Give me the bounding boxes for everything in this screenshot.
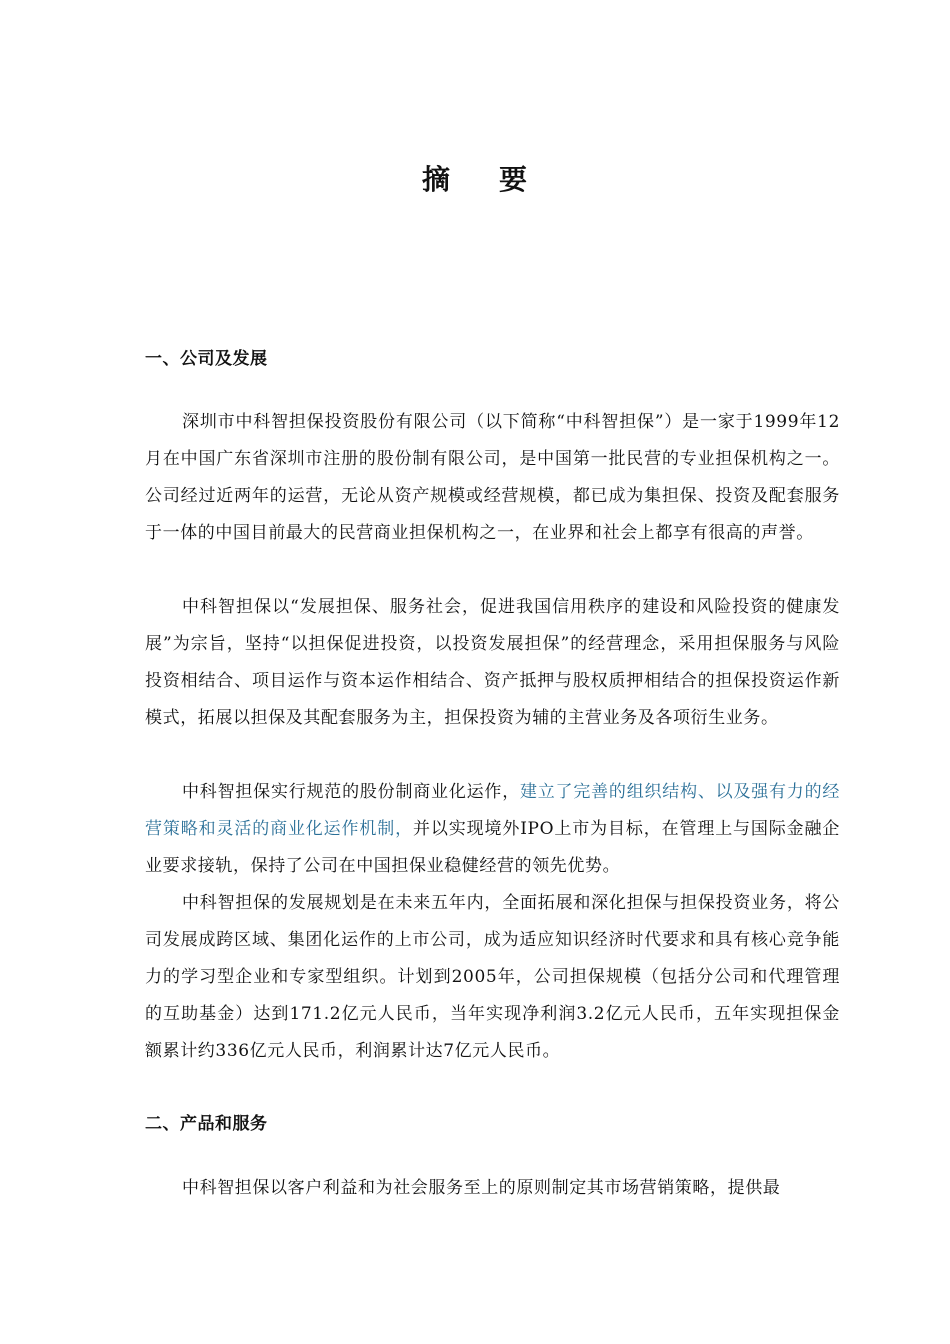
operations-text-end: 并以实现境外IPO上市为目标，在管理上与国际金融企业要求接轨，保持了公司在中国担保业稳健经营的领先优势。 xyxy=(145,819,840,876)
section-heading-products: 二、产品和服务 xyxy=(145,1114,268,1134)
operations-highlighted-text: 建立了完善的组织结构、以及强有力的经营策略和灵活的商业化运作机制， xyxy=(145,782,840,839)
paragraph-operations xyxy=(145,774,840,885)
operations-text-start: 中科智担保实行规范的股份制商业化运作， xyxy=(182,782,520,802)
section-heading-company: 一、公司及发展 xyxy=(145,349,268,369)
paragraph-products-intro: 中科智担保以客户利益和为社会服务至上的原则制定其市场营销策略，提供最 xyxy=(182,1178,781,1198)
paragraph-company-intro: 深圳市中科智担保投资股份有限公司（以下简称“中科智担保”）是一家于1999年12月在中国广东省深圳市注册的股份制有限公司，是中国第一批民营的专业担保机构之一。公司经过近两年的运营，无论从资产规模或经营规模，都已成为集担保、投资及配套服务于一体的中国目前最大的民营商业担保机构之一，在业界和社会上都享有很高的声誉。 xyxy=(145,412,840,543)
paragraph-development-plan: 中科智担保的发展规划是在未来五年内，全面拓展和深化担保与担保投资业务，将公司发展成跨区域、集团化运作的上市公司，成为适应知识经济时代要求和具有核心竞争能力的学习型企业和专家型组织。计划到2005年，公司担保规模（包括分公司和代理管理的互助基金）达到171.2亿元人民币，当年实现净利润3.2亿元人民币，五年实现担保金额累计约336亿元人民币，利润累计达7亿元人民币。 xyxy=(145,893,840,1061)
page-title xyxy=(0,158,950,198)
paragraph-mission: 中科智担保以“发展担保、服务社会，促进我国信用秩序的建设和风险投资的健康发展”为宗旨，坚持“以担保促进投资，以投资发展担保”的经营理念，采用担保服务与风险投资相结合、项目运作与资本运作相结合、资产抵押与股权质押相结合的担保投资运作新模式，拓展以担保及其配套服务为主，担保投资为辅的主营业务及各项衍生业务。 xyxy=(145,597,840,728)
title-char-1: 摘 xyxy=(421,163,451,196)
title-char-2: 要 xyxy=(499,163,529,196)
